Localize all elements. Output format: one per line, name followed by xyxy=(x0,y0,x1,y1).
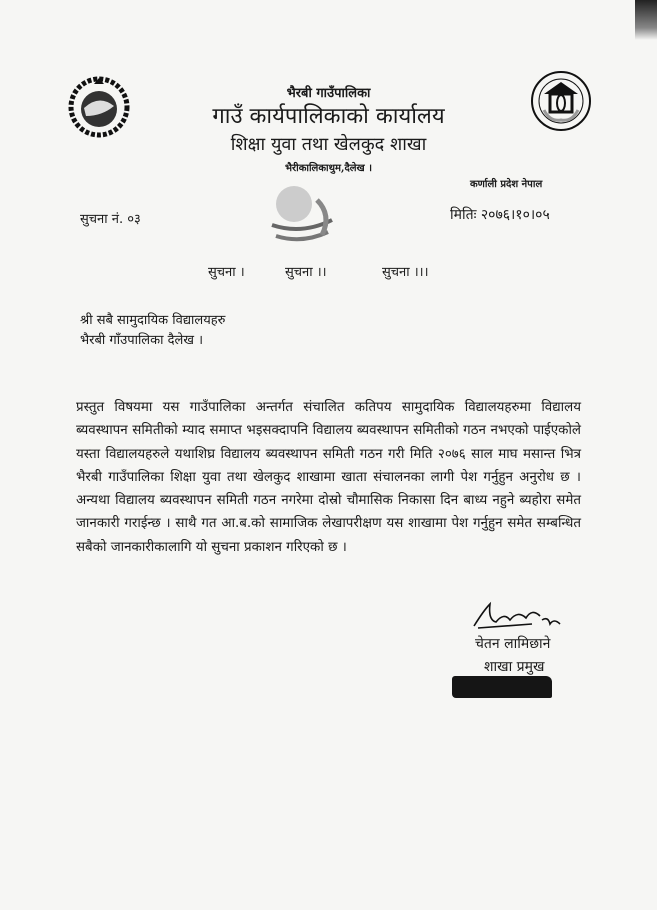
scan-edge-shadow xyxy=(635,0,657,40)
notice-heading-3: सुचना ।।। xyxy=(382,265,429,280)
signature-icon xyxy=(470,600,570,636)
office-stamp-icon xyxy=(262,180,342,250)
office-title: गाउँ कार्यपालिकाको कार्यालय xyxy=(212,104,445,129)
section-title: शिक्षा युवा तथा खेलकुद शाखा xyxy=(230,134,427,155)
notice-heading-1: सुचना । xyxy=(208,265,245,280)
notice-date: मितिः २०७६।१०।०५ xyxy=(450,207,550,223)
recipient-line-1: श्री सबै सामुदायिक विद्यालयहरु xyxy=(80,313,226,328)
municipality-name: भैरबी गाउँपालिका xyxy=(286,86,371,101)
recipient-line-2: भैरबी गाँउपालिका दैलेख । xyxy=(80,333,204,348)
signatory-title: शाखा प्रमुख xyxy=(484,659,545,675)
notice-body: प्रस्तुत विषयमा यस गाउँपालिका अन्तर्गत संचालित कतिपय सामुदायिक विद्यालयहरुमा विद्यालय ब्यवस्थापन समितीको म्याद समाप्त भइसक्दापनि विद्यालय ब्यवस्थापन समितीको गठन नभएको पाईएकोले यस्ता विद्यालयहरुले यथाशिघ्र विद्यालय ब्यवस्थापन समिती गठन गरी मिति २०७६ साल माघ मसान्त भित्र भैरबी गाउँपालिका शिक्षा युवा तथा खेलकुद शाखामा खाता संचालनका लागी पेश गर्नुहुन अनुरोध छ । अन्यथा विद्यालय ब्यवस्थापन समिती गठन नगरेमा दोस्रो चौमासिक निकासा दिन बाध्य नहुने ब्यहोरा समेत जानकारी गराईन्छ । साथै गत आ.ब.को सामाजिक लेखापरीक्षण यस शाखामा पेश गर्नुहुन समेत सम्बन्धित सबैको जानकारीकालागि यो सुचना प्रकाशन गरिएको छ । xyxy=(76,400,581,555)
office-address: भैरीकालिकाथुम,दैलेख । xyxy=(284,163,372,174)
notice-heading-2: सुचना ।। xyxy=(285,265,327,280)
province-label: कर्णाली प्रदेश नेपाल xyxy=(470,179,543,190)
notice-number: सुचना नं. ०३ xyxy=(80,212,141,227)
signatory-name: चेतन लामिछाने xyxy=(475,636,551,652)
redacted-stamp xyxy=(452,676,552,698)
